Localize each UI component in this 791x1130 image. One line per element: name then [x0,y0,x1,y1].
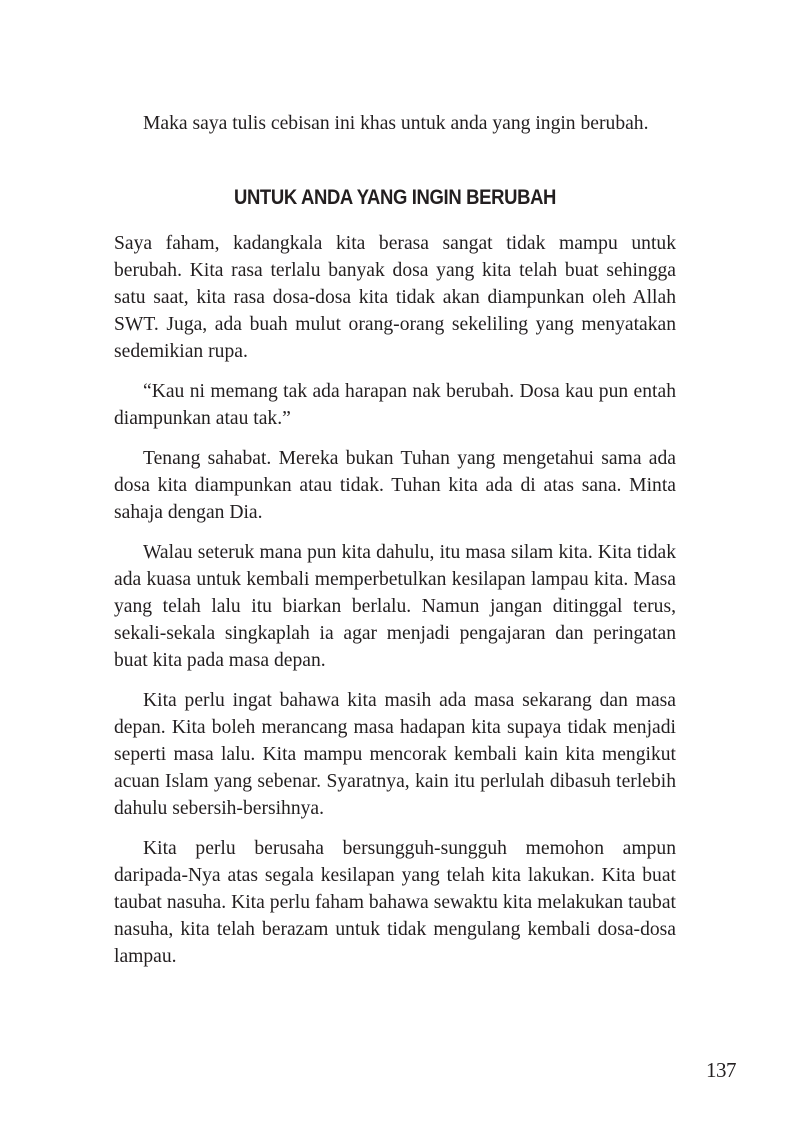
spacer [114,137,676,186]
paragraph-5: Kita perlu ingat bahawa kita masih ada masa sekarang dan masa depan. Kita boleh merancang masa hadapan kita supaya tidak menjadi seperti masa lalu. Kita mampu mencorak kembali kain kita mengikut acuan Islam yang sebenar. Syaratnya, kain itu perlulah dibasuh terlebih dahulu sebersih-bersihnya. [114,690,676,819]
section-heading: UNTUK ANDA YANG INGIN BERUBAH [233,186,557,209]
intro-paragraph: Maka saya tulis cebisan ini khas untuk anda yang ingin berubah. [143,113,649,134]
page-number: 137 [706,1058,736,1082]
book-page [114,110,676,970]
paragraph-1: Saya faham, kadangkala kita berasa sangat tidak mampu untuk berubah. Kita rasa terlalu banyak dosa yang kita telah buat sehingga satu saat, kita rasa dosa-dosa kita tidak akan diampunkan oleh Allah SWT. Juga, ada buah mulut orang-orang sekeliling yang menyatakan sedemikian rupa. [114,233,676,362]
paragraph-6: Kita perlu berusaha bersungguh-sungguh memohon ampun daripada-Nya atas segala kesilapan yang telah kita lakukan. Kita buat taubat nasuha. Kita perlu faham bahawa sewaktu kita melakukan taubat nasuha, kita telah berazam untuk tidak mengulang kembali dosa-dosa lampau. [114,838,676,967]
spacer [114,210,676,230]
paragraph-4: Walau seteruk mana pun kita dahulu, itu masa silam kita. Kita tidak ada kuasa untuk kembali memperbetulkan kesilapan lampau kita. Masa yang telah lalu itu biarkan berlalu. Namun jangan ditinggal terus, sekali-sekala singkaplah ia agar menjadi pengajaran dan peringatan buat kita pada masa depan. [114,542,676,671]
paragraph-3: Tenang sahabat. Mereka bukan Tuhan yang mengetahui sama ada dosa kita diampunkan atau tidak. Tuhan kita ada di atas sana. Minta sahaja dengan Dia. [114,448,676,523]
paragraph-quote: “Kau ni memang tak ada harapan nak berubah. Dosa kau pun entah diampunkan atau tak.” [114,381,676,429]
